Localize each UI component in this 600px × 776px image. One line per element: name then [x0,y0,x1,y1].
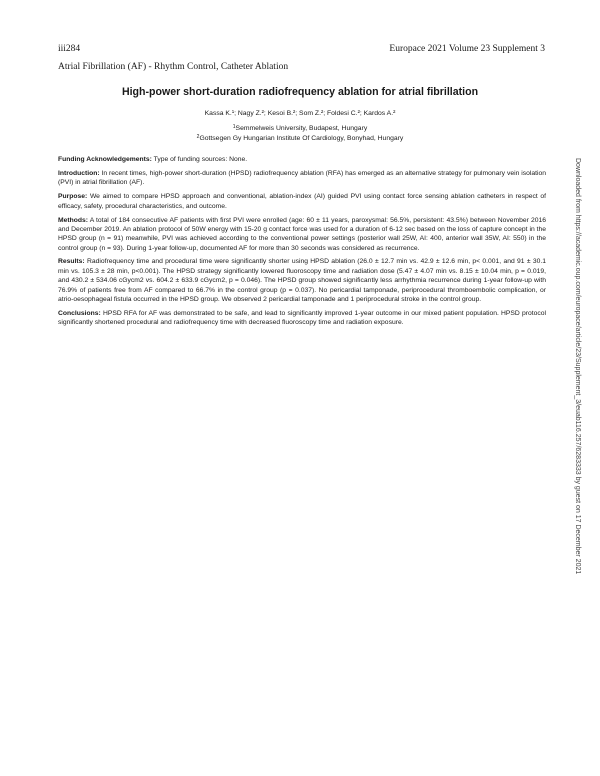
affiliation-2-marker: 2 [196,134,200,140]
purpose-text: We aimed to compare HPSD approach and conventional, ablation-index (AI) guided PVI using contact force sensing ablation catheters in respect of efficacy, safety, procedural characteristics, and outcome. [58,193,546,210]
results-text: Radiofrequency time and procedural time were significantly shorter using HPSD ablation (26.0 ± 12.7 min vs. 42.9 ± 12.6 min, p< 0.001, and 91 ± 30.1 min vs. 105.3 ± 28 min, p<0.001). The HPSD strategy significantly lowered fluoroscopy time and radiation dose (5.47 ± 4.07 min vs. 8.15 ± 10.04 min, p = 0.019, and 430.2 ± 534.06 cGycm2 vs. 604.2 ± 633.9 cGycm2, p = 0.046). The HPSD group showed significantly less arrhythmia recurrence during 1-year follow-up with 76.9% of patients free from AF compared to 66.7% in the control group (p = 0.037). No pericardial tamponade, periprocedural thromboembolic complication, or atrio-oesophageal fistula occurred in the HPSD group. We observed 2 pericardial tamponade and 1 periprocedural stroke in the control group. [58,258,546,303]
author-list: Kassa K.¹; Nagy Z.²; Kesoi B.²; Som Z.²; Foldesi C.²; Kardos A.² [204,110,396,117]
funding-paragraph [58,155,546,164]
affiliation-2 [58,135,542,142]
funding-text: Type of funding sources: None. [153,156,248,163]
conclusions-paragraph [58,309,546,328]
affiliation-1 [58,125,542,132]
section-heading: Atrial Fibrillation (AF) - Rhythm Control, Catheter Ablation [58,62,289,72]
results-paragraph [58,257,546,304]
affiliation-1-text: Semmelweis University, Budapest, Hungary [235,125,368,132]
purpose-label: Purpose: [58,193,88,201]
abstract-body [58,155,546,332]
introduction-paragraph [58,169,546,188]
download-watermark: Downloaded from https://academic.oup.com/europace/article/23/Supplement_3/euab116.257/6283333 by guest on 17 December 2021 [574,158,581,575]
results-label: Results: [58,258,85,266]
methods-label: Methods: [58,216,88,224]
page-number: iii284 [58,44,81,54]
conclusions-label: Conclusions: [58,309,101,317]
funding-label: Funding Acknowledgements: [58,156,152,163]
article-title: High-power short-duration radiofrequency ablation for atrial fibrillation [121,86,479,98]
conclusions-text: HPSD RFA for AF was demonstrated to be safe, and lead to significantly improved 1-year outcome in our mixed patient population. HPSD protocol significantly shortened procedural and radiofrequency time with decreased fluoroscopy time and radiation exposure. [58,309,546,327]
affiliation-2-text: Gottsegen Gy Hungarian Institute Of Cardiology, Bonyhad, Hungary [199,135,404,142]
methods-paragraph [58,216,546,253]
introduction-label: Introduction: [58,169,100,177]
affiliation-1-marker: 1 [232,124,236,130]
introduction-text: In recent times, high-power short-duration (HPSD) radiofrequency ablation (RFA) has emerged as an alternative strategy for pulmonary vein isolation (PVI) in atrial fibrillation (AF). [58,169,546,187]
methods-text: A total of 184 consecutive AF patients with first PVI were enrolled (age: 60 ± 11 years, paroxysmal: 56.5%, persistent: 43.5%) between November 2016 and December 2019. An ablation protocol of 50W energy with 15-20 g contact force was used for a duration of 6-12 sec based on the loss of capture concept in the HPSD group (n = 91) meanwhile, PVI was achieved according to the conventional power settings (posterior wall 25W, AI: 400, anterior wall 35W, AI: 550) in the control group (n = 93). During 1-year follow-up, documented AF for more than 30 seconds was considered as recurrence. [58,216,546,252]
purpose-paragraph [58,192,546,211]
journal-info: Europace 2021 Volume 23 Supplement 3 [389,44,545,54]
